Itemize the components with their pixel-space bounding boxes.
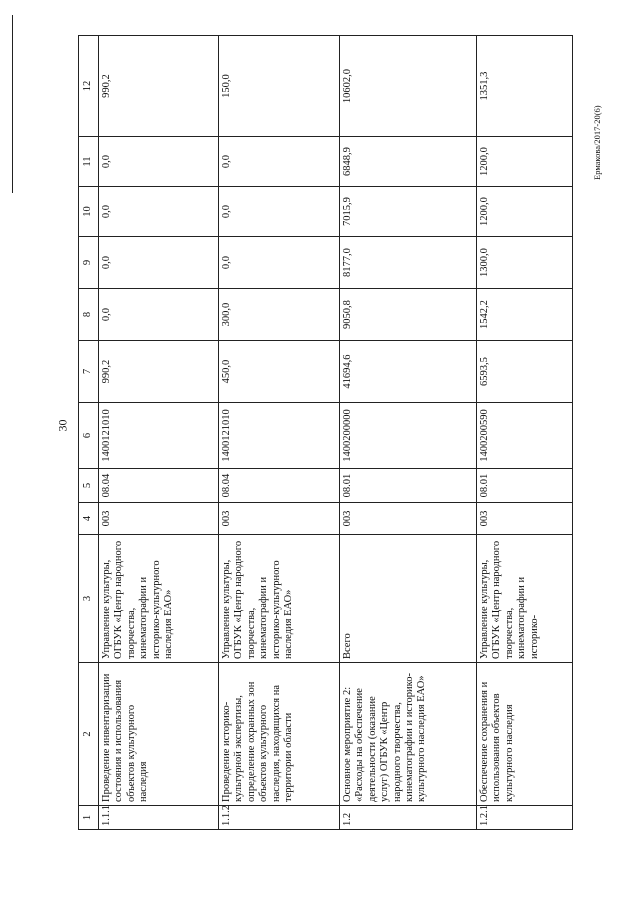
- value-year-4: 1200,0: [477, 137, 573, 187]
- measure-name: Проведение инвентаризации состояния и использования объектов культурного наследия: [99, 663, 219, 806]
- value-year-3: 0,0: [219, 187, 340, 237]
- header-cell: 1: [79, 806, 99, 830]
- grbs-code: 003: [99, 503, 219, 535]
- header-cell: 10: [79, 187, 99, 237]
- rzpr-code: 08.01: [340, 469, 477, 503]
- value-total: 450,0: [219, 341, 340, 403]
- csr-code: 1400200590: [477, 403, 573, 469]
- row-number: 1.1.1: [99, 806, 219, 830]
- row-number: 1.1.2: [219, 806, 340, 830]
- grbs-code: 003: [477, 503, 573, 535]
- row-number: 1.2: [340, 806, 477, 830]
- executor: Управление культуры, ОГБУК «Центр народного творчества, кинематографии и историко-культурного наследия ЕАО»: [99, 535, 219, 663]
- header-cell: 12: [79, 36, 99, 137]
- header-cell: 5: [79, 469, 99, 503]
- rzpr-code: 08.04: [99, 469, 219, 503]
- csr-code: 1400121010: [219, 403, 340, 469]
- value-year-2: 8177,0: [340, 237, 477, 289]
- value-year-5: 150,0: [219, 36, 340, 137]
- value-year-5: 1351,3: [477, 36, 573, 137]
- value-year-4: 0,0: [219, 137, 340, 187]
- margin-rule: [12, 15, 13, 193]
- table-wrapper: [78, 36, 573, 830]
- table-row: [477, 36, 573, 830]
- measure-name: Обеспечение сохранения и использования объектов культурного наследия: [477, 663, 573, 806]
- grbs-code: 003: [340, 503, 477, 535]
- value-year-1: 0,0: [99, 289, 219, 341]
- value-total: 41694,6: [340, 341, 477, 403]
- value-year-5: 10602,0: [340, 36, 477, 137]
- value-total: 990,2: [99, 341, 219, 403]
- value-year-2: 0,0: [99, 237, 219, 289]
- csr-code: 1400200000: [340, 403, 477, 469]
- header-cell: 2: [79, 663, 99, 806]
- header-cell: 11: [79, 137, 99, 187]
- value-total: 6593,5: [477, 341, 573, 403]
- measures-table: [78, 35, 573, 830]
- value-year-2: 1300,0: [477, 237, 573, 289]
- header-cell: 6: [79, 403, 99, 469]
- header-cell: 8: [79, 289, 99, 341]
- header-cell: 9: [79, 237, 99, 289]
- executor: Всего: [340, 535, 477, 663]
- value-year-1: 1542,2: [477, 289, 573, 341]
- header-cell: 4: [79, 503, 99, 535]
- value-year-5: 990,2: [99, 36, 219, 137]
- value-year-4: 6848,9: [340, 137, 477, 187]
- value-year-3: 7015,9: [340, 187, 477, 237]
- value-year-1: 300,0: [219, 289, 340, 341]
- executor: Управление культуры, ОГБУК «Центр народного творчества, кинематографии и историко-культурного наследия ЕАО»: [219, 535, 340, 663]
- csr-code: 1400121010: [99, 403, 219, 469]
- footer-code: Ермакова/2017-20(6): [592, 105, 602, 180]
- rzpr-code: 08.01: [477, 469, 573, 503]
- value-year-3: 0,0: [99, 187, 219, 237]
- executor: Управление культуры, ОГБУК «Центр народного творчества, кинематографии и историко-: [477, 535, 573, 663]
- table-row: [99, 36, 219, 830]
- grbs-code: 003: [219, 503, 340, 535]
- header-cell: 3: [79, 535, 99, 663]
- page-number: 30: [55, 419, 70, 432]
- value-year-2: 0,0: [219, 237, 340, 289]
- header-cell: 7: [79, 341, 99, 403]
- measure-name: Проведение историко-культурной экспертизы, определение охранных зон объектов культурного наследия, находящихся на территории области: [219, 663, 340, 806]
- row-number: 1.2.1: [477, 806, 573, 830]
- table-row: [340, 36, 477, 830]
- value-year-4: 0,0: [99, 137, 219, 187]
- value-year-1: 9050,8: [340, 289, 477, 341]
- measure-name: Основное мероприятие 2: «Расходы на обеспечение деятельности (оказание услуг) ОГБУК «Центр народного творчества, кинематографии и историко-культурного наследия ЕАО»: [340, 663, 477, 806]
- header-row: [79, 36, 99, 830]
- rzpr-code: 08.04: [219, 469, 340, 503]
- table-row: [219, 36, 340, 830]
- value-year-3: 1200,0: [477, 187, 573, 237]
